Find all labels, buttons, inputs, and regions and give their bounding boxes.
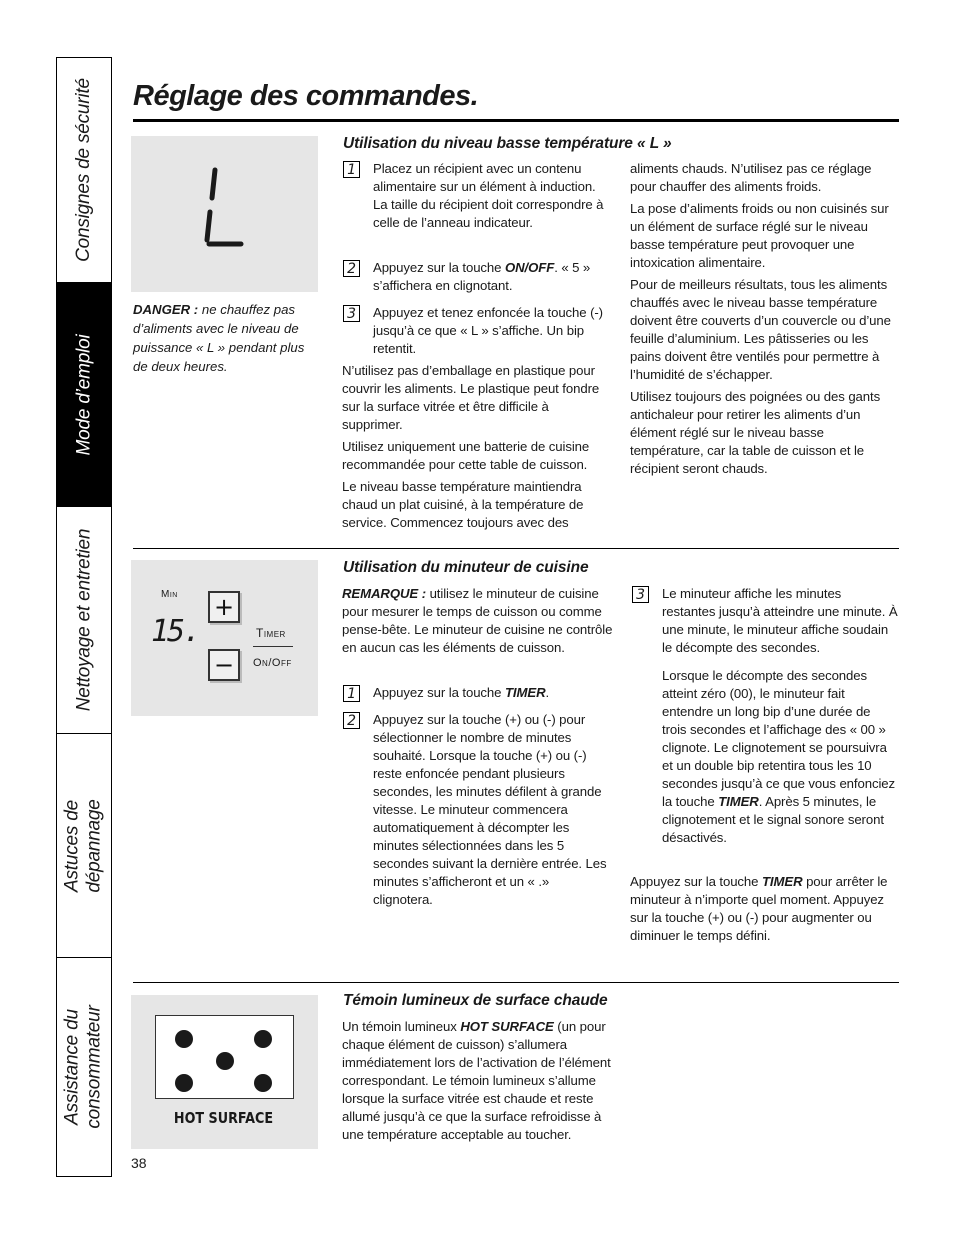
key-name: TIMER (718, 794, 759, 809)
page-number: 38 (131, 1155, 147, 1171)
indicator-box (155, 1015, 294, 1099)
danger-note (133, 300, 319, 376)
text-part: pour arrêter le minuteur à n’importe quel moment. Appuyez sur la touche (+) ou (-) pour augmenter ou diminuer le temps défini. (630, 874, 888, 943)
tab-astuces-de-depannage[interactable] (57, 734, 111, 958)
step-text (373, 259, 613, 295)
step-number: 2 (343, 260, 360, 277)
paragraph: La pose d’aliments froids ou non cuisinés sur un élément de surface réglé sur le niveau basse température peut provoquer une intoxication alimentaire. (630, 201, 889, 270)
tab-label-line: dépannage (84, 798, 105, 893)
section-divider (133, 982, 899, 983)
indicator-light (254, 1030, 272, 1048)
step-text: Appuyez sur la touche (+) ou (-) pour sélectionner le nombre de minutes souhaité. Lorsque la touche (+) ou (-) reste enfoncée pendant plusieurs secondes, les minutes défilent à grande vitesse. Le minuteur commencera automatiquement à décompter les minutes sélectionnées dans les 5 secondes suivant la dernière entrée. Les minutes s’afficheront et un « .» clignotera. (373, 712, 607, 907)
step-number: 3 (632, 586, 649, 603)
low-temp-column-2 (630, 160, 900, 482)
tab-label (62, 799, 106, 892)
paragraph: Pour de meilleurs résultats, tous les aliments chauffés avec le niveau basse température doivent être couverts d’un couvercle ou d’une feuille d’aluminium. Les pâtisseries ou les pains doivent être ventilés pour permettre à l’humidité de s’échapper. (630, 277, 891, 382)
step-text-part: . « 5 » s’affichera en clignotant. (373, 260, 591, 293)
step-text-part: . Après 5 minutes, le clignotement et le signal sonore seront désactivés. (662, 794, 884, 845)
paragraph: Utilisez toujours des poignées ou des gants antichaleur pour retirer les aliments d’un élément réglé sur le niveau basse température, car la table de cuisson et le récipient seront chauds. (630, 389, 881, 476)
indicator-light (216, 1052, 234, 1070)
timer-key-label: Timer (256, 626, 286, 640)
tab-label: Consignes de sécurité (73, 78, 95, 262)
key-name: TIMER (504, 685, 546, 700)
danger-label: DANGER : (133, 302, 199, 317)
title-rule (133, 119, 899, 122)
step-number: 1 (343, 685, 360, 702)
l-display-glyph (199, 164, 249, 255)
paragraph: Le niveau basse température maintiendra chaud un plat cuisiné, à la température de service. Commencez toujours avec des (342, 479, 584, 530)
step-text: Appuyez et tenez enfoncée la touche (-) jusqu’à ce que « L » s’affiche. Un bip retentit. (373, 305, 603, 356)
step-text-part: Appuyez sur la touche (373, 685, 505, 700)
low-temp-paragraphs (342, 362, 612, 536)
text-part: Un témoin lumineux (342, 1019, 461, 1034)
key-name: HOT SURFACE (460, 1019, 554, 1034)
paragraph (662, 667, 898, 847)
hot-surface-text (342, 1018, 614, 1144)
tab-label: Mode d’emploi (73, 334, 94, 455)
onoff-key-label: On/Off (253, 657, 292, 669)
indicator-light (254, 1074, 272, 1092)
tab-assistance-du-consommateur[interactable] (57, 958, 111, 1176)
label-divider (253, 646, 293, 647)
tab-nettoyage-et-entretien[interactable] (57, 507, 111, 734)
step-text-part: . (545, 685, 550, 700)
step-number: 1 (343, 161, 360, 178)
low-temp-display-panel (131, 136, 318, 292)
timer-control-panel (131, 560, 318, 716)
step-text-part: Lorsque le décompte des secondes atteint zéro (00), le minuteur fait entendre un long bip d’une durée de trois secondes et l’affichage des « 00 » clignote. Le clignotement se poursuivra et un double bip retentira tous les 10 secondes jusqu’à ce que vous enfonciez la touche (662, 668, 896, 809)
step-text-part: Appuyez sur la touche (373, 260, 505, 275)
step-number: 2 (343, 712, 360, 729)
tab-label: Nettoyage et entretien (73, 528, 94, 712)
key-name: TIMER (761, 874, 803, 889)
hot-surface-heading: Témoin lumineux de surface chaude (343, 992, 608, 1009)
paragraph: Le minuteur affiche les minutes restantes jusqu’à atteindre une minute. À une minute, le minuteur affiche soudain le décompte des secondes. (662, 586, 898, 655)
step-text (373, 684, 549, 702)
section-tabs (56, 57, 112, 1177)
timer-plus-button[interactable]: + (208, 591, 240, 623)
remark-label: REMARQUE : (342, 586, 426, 601)
low-temp-step-1 (343, 160, 613, 232)
timer-remark (342, 585, 614, 657)
step-number: 3 (343, 305, 360, 322)
low-temp-step-3 (343, 304, 613, 358)
timer-step-1 (343, 684, 613, 702)
paragraph: Utilisez uniquement une batterie de cuisine recommandée pour cette table de cuisson. (342, 439, 590, 472)
timer-minus-button[interactable]: − (208, 649, 240, 681)
hot-surface-label: HOT SURFACE (173, 1109, 274, 1127)
text-part: Appuyez sur la touche (630, 874, 762, 889)
low-temp-step-2 (343, 259, 613, 295)
timer-display: 15. (151, 614, 200, 649)
min-label: Min (161, 589, 178, 600)
tab-label-line: Assistance du (62, 1009, 84, 1125)
tab-label-line: Astuces de (62, 799, 83, 892)
remark-text: utilisez le minuteur de cuisine pour mesurer le temps de cuisson ou comme pense-bête. Le minuteur de cuisine ne contrôle en aucun cas les éléments de cuisson. (342, 586, 613, 655)
timer-final-note (630, 873, 898, 945)
danger-text: ne chauffez pas d’aliments avec le niveau de puissance « L » pendant plus de deux heures. (133, 302, 305, 374)
low-temp-heading: Utilisation du niveau basse température « L » (343, 135, 672, 152)
indicator-light (175, 1030, 193, 1048)
tab-label-line: consommateur (84, 1005, 106, 1129)
section-divider (133, 548, 899, 549)
step-text (662, 585, 898, 847)
indicator-light (175, 1074, 193, 1092)
hot-surface-panel (131, 995, 318, 1149)
timer-step-3 (632, 585, 898, 847)
timer-step-2 (343, 711, 613, 909)
tab-label (62, 1005, 106, 1128)
tab-consignes-de-securite[interactable] (57, 58, 111, 283)
paragraph: aliments chauds. N’utilisez pas ce réglage pour chauffer des aliments froids. (630, 161, 872, 194)
key-name: ON/OFF (504, 260, 555, 275)
timer-heading: Utilisation du minuteur de cuisine (343, 559, 589, 576)
paragraph: N’utilisez pas d’emballage en plastique pour couvrir les aliments. Le plastique peut fondre sur la surface vitrée et être difficile à supprimer. (342, 363, 600, 432)
step-text: Placez un récipient avec un contenu alimentaire sur un élément à induction. La taille du récipient doit correspondre à celle de l’anneau indicateur. (373, 161, 604, 230)
text-part: (un pour chaque élément de cuisson) s’allumera immédiatement lors de l’activation de l’élément correspondant. Le témoin lumineux s’allume lorsque la surface vitrée est chaude et reste allumé jusqu’à ce que la surface refroidisse à une température acceptable au toucher. (342, 1019, 611, 1142)
tab-mode-d-emploi[interactable] (57, 283, 111, 507)
page-title: Réglage des commandes. (133, 80, 479, 112)
